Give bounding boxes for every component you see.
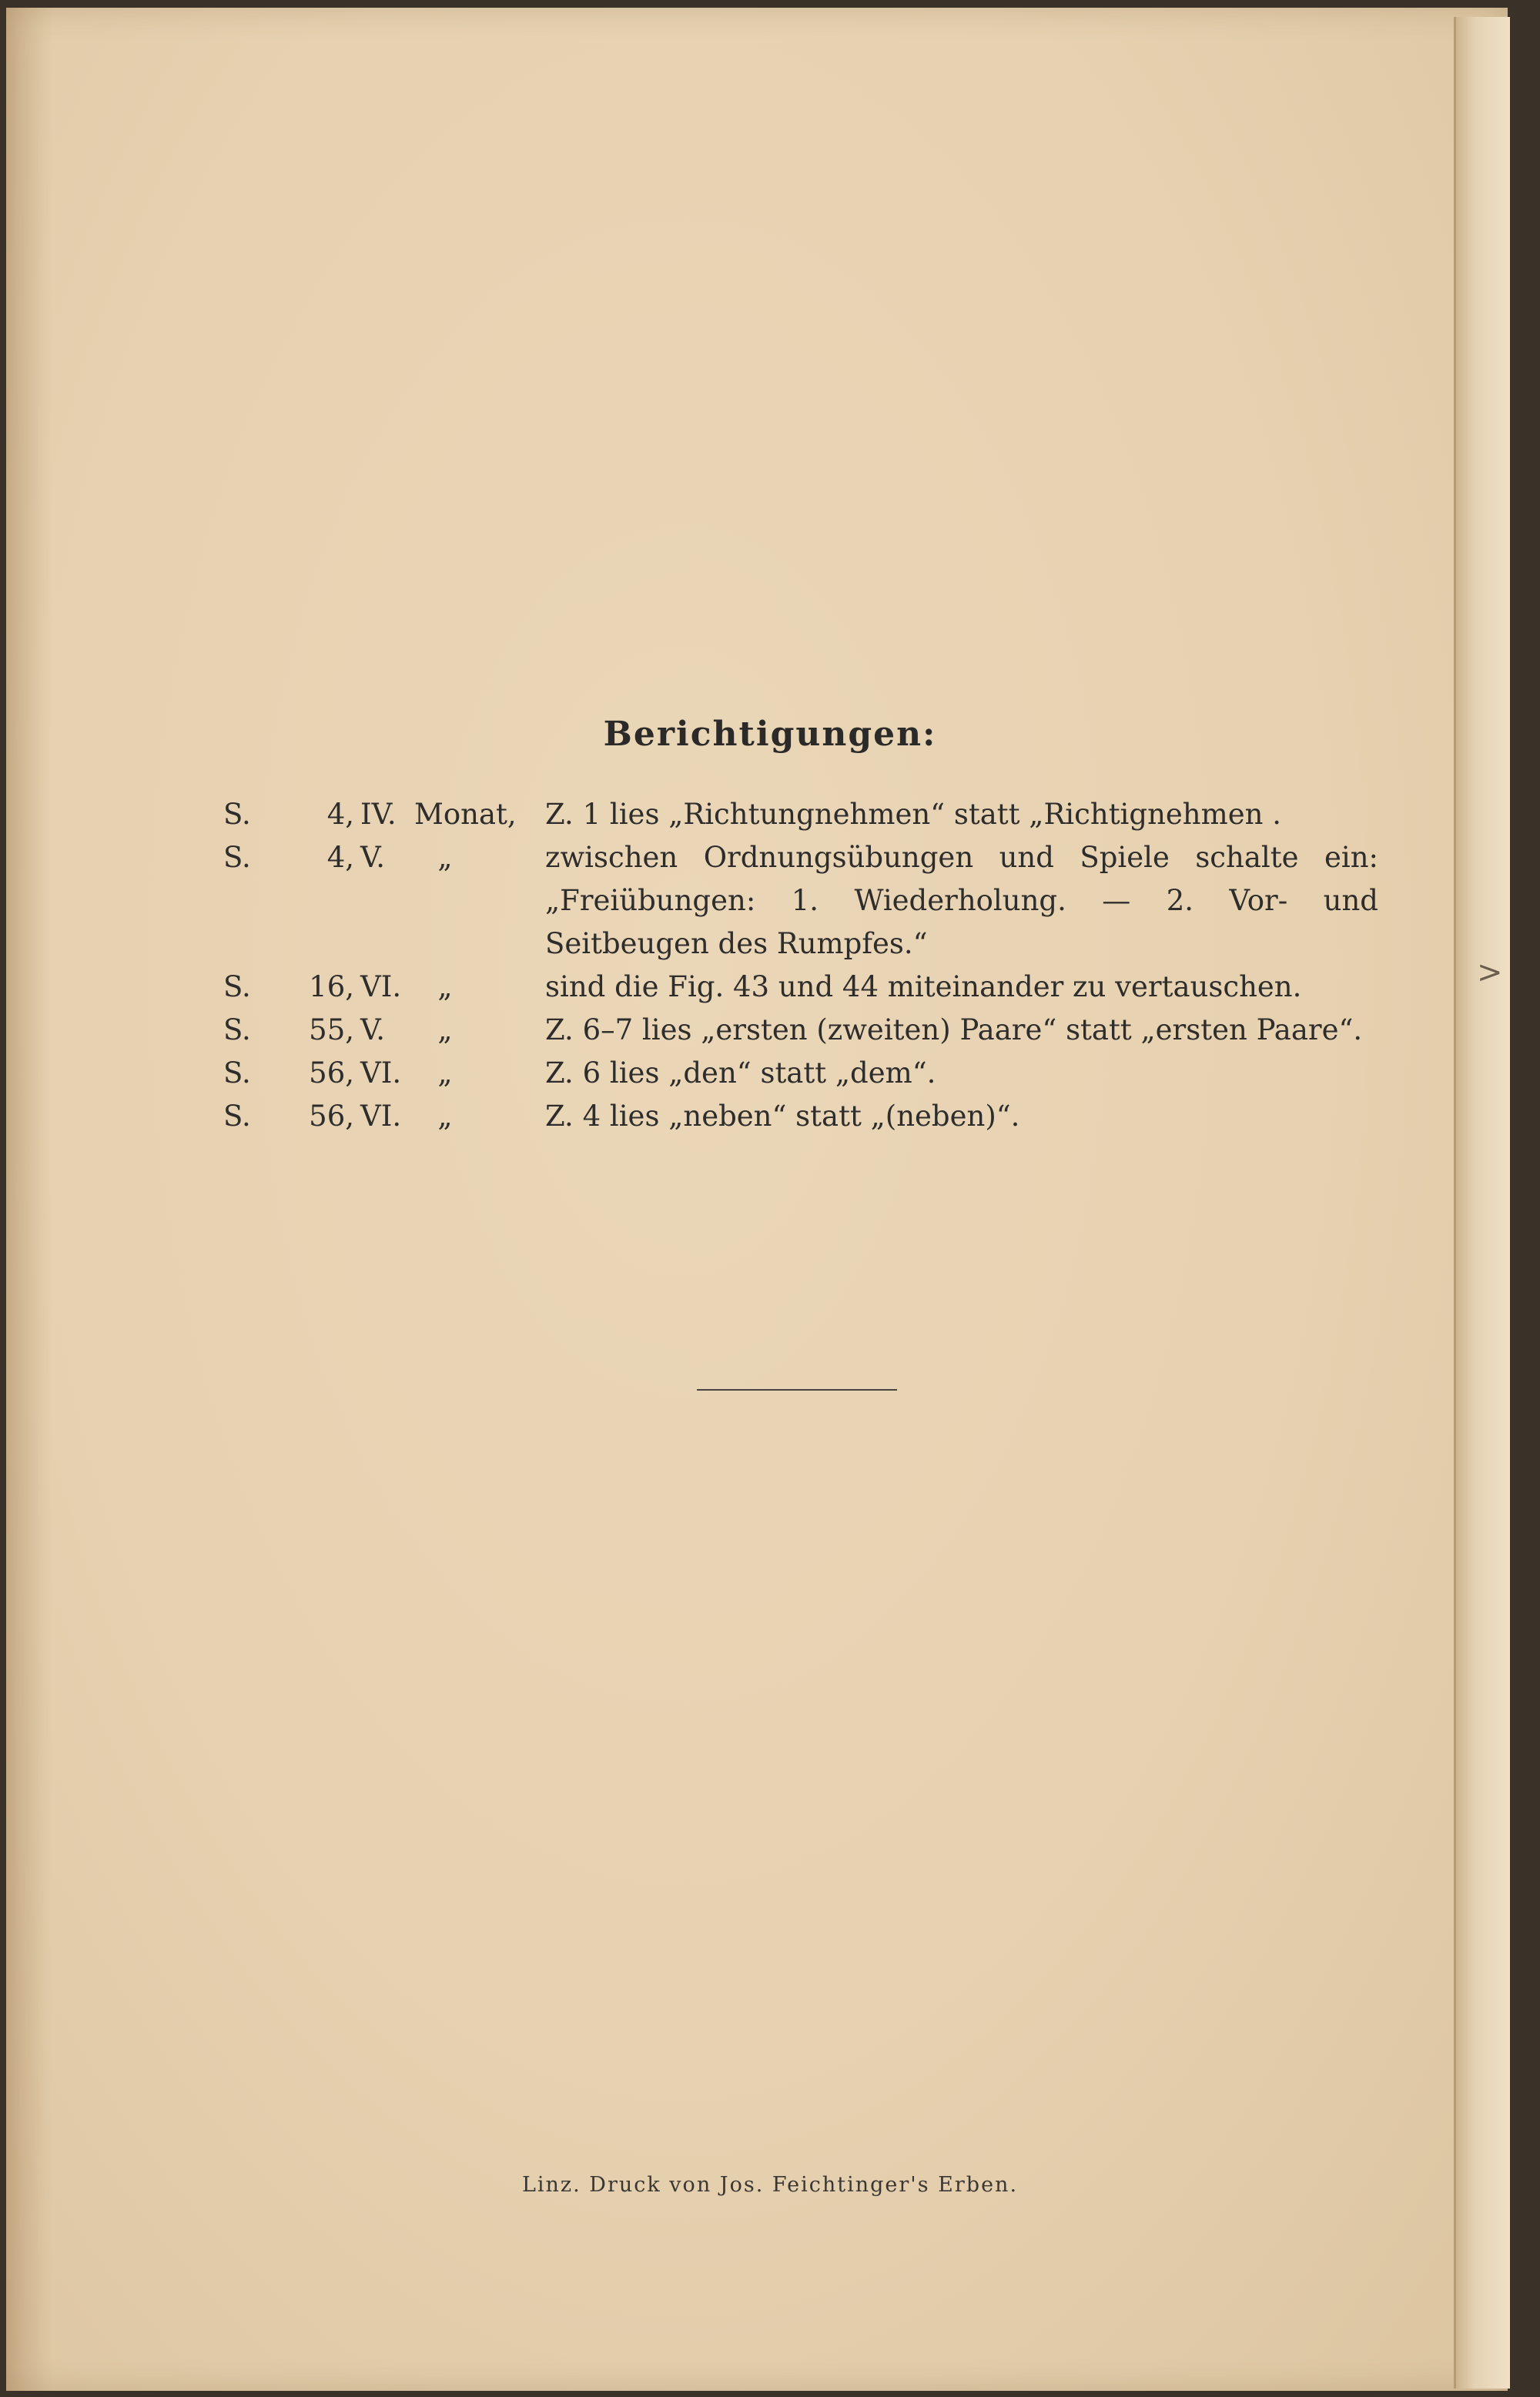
entry-page: 56,: [309, 1056, 354, 1090]
entry-section: VI.: [360, 1100, 402, 1133]
errata-entry: [223, 1095, 1378, 1138]
page-title: Berichtigungen:: [603, 715, 937, 754]
printer-imprint: Linz. Druck von Jos. Feichtinger's Erben.: [521, 2173, 1019, 2197]
entry-section: IV.: [360, 798, 397, 831]
entry-page: 4,: [326, 841, 354, 874]
entry-month: „: [437, 970, 453, 1003]
entry-s: S.: [223, 798, 251, 831]
entry-text: zwischen Ordnungsübungen und Spiele schalte ein: „Freiübungen: 1. Wiederholung. — 2. Vor- und Seitbeugen des Rumpfes.“: [545, 841, 1378, 960]
entry-s: S.: [223, 841, 251, 874]
page-left-shadow: [6, 8, 52, 2391]
entry-month: Monat,: [414, 798, 517, 831]
errata-entry: [223, 793, 1378, 836]
entry-text: Z. 1 lies „Richtungnehmen“ statt „Richtignehmen .: [545, 798, 1281, 831]
errata-entry: [223, 1009, 1378, 1052]
errata-list: [223, 793, 1378, 1138]
entry-page: 4,: [326, 798, 354, 831]
entry-text: Z. 4 lies „neben“ statt „(neben)“.: [545, 1100, 1020, 1133]
entry-month: „: [437, 1013, 453, 1046]
entry-section: V.: [360, 1013, 386, 1046]
entry-s: S.: [223, 1013, 251, 1046]
entry-text: Z. 6 lies „den“ statt „dem“.: [545, 1056, 936, 1090]
entry-section: V.: [360, 841, 386, 874]
divider-rule: [697, 1389, 897, 1391]
entry-s: S.: [223, 1100, 251, 1133]
errata-entry: [223, 966, 1378, 1009]
errata-entry: [223, 836, 1378, 966]
entry-page: 16,: [309, 970, 354, 1003]
page-edge: [1454, 17, 1510, 2389]
entry-section: VI.: [360, 1056, 402, 1090]
entry-page: 56,: [309, 1100, 354, 1133]
entry-s: S.: [223, 1056, 251, 1090]
entry-text: sind die Fig. 43 und 44 miteinander zu vertauschen.: [545, 970, 1302, 1003]
entry-month: „: [437, 841, 453, 874]
entry-section: VI.: [360, 970, 402, 1003]
errata-entry: [223, 1052, 1378, 1095]
entry-text: Z. 6–7 lies „ersten (zweiten) Paare“ statt „ersten Paare“.: [545, 1013, 1363, 1046]
entry-month: „: [437, 1100, 453, 1133]
entry-month: „: [437, 1056, 453, 1090]
entry-s: S.: [223, 970, 251, 1003]
page: [6, 8, 1508, 2391]
bookmark-tab: >: [1477, 955, 1503, 990]
entry-page: 55,: [309, 1013, 354, 1046]
